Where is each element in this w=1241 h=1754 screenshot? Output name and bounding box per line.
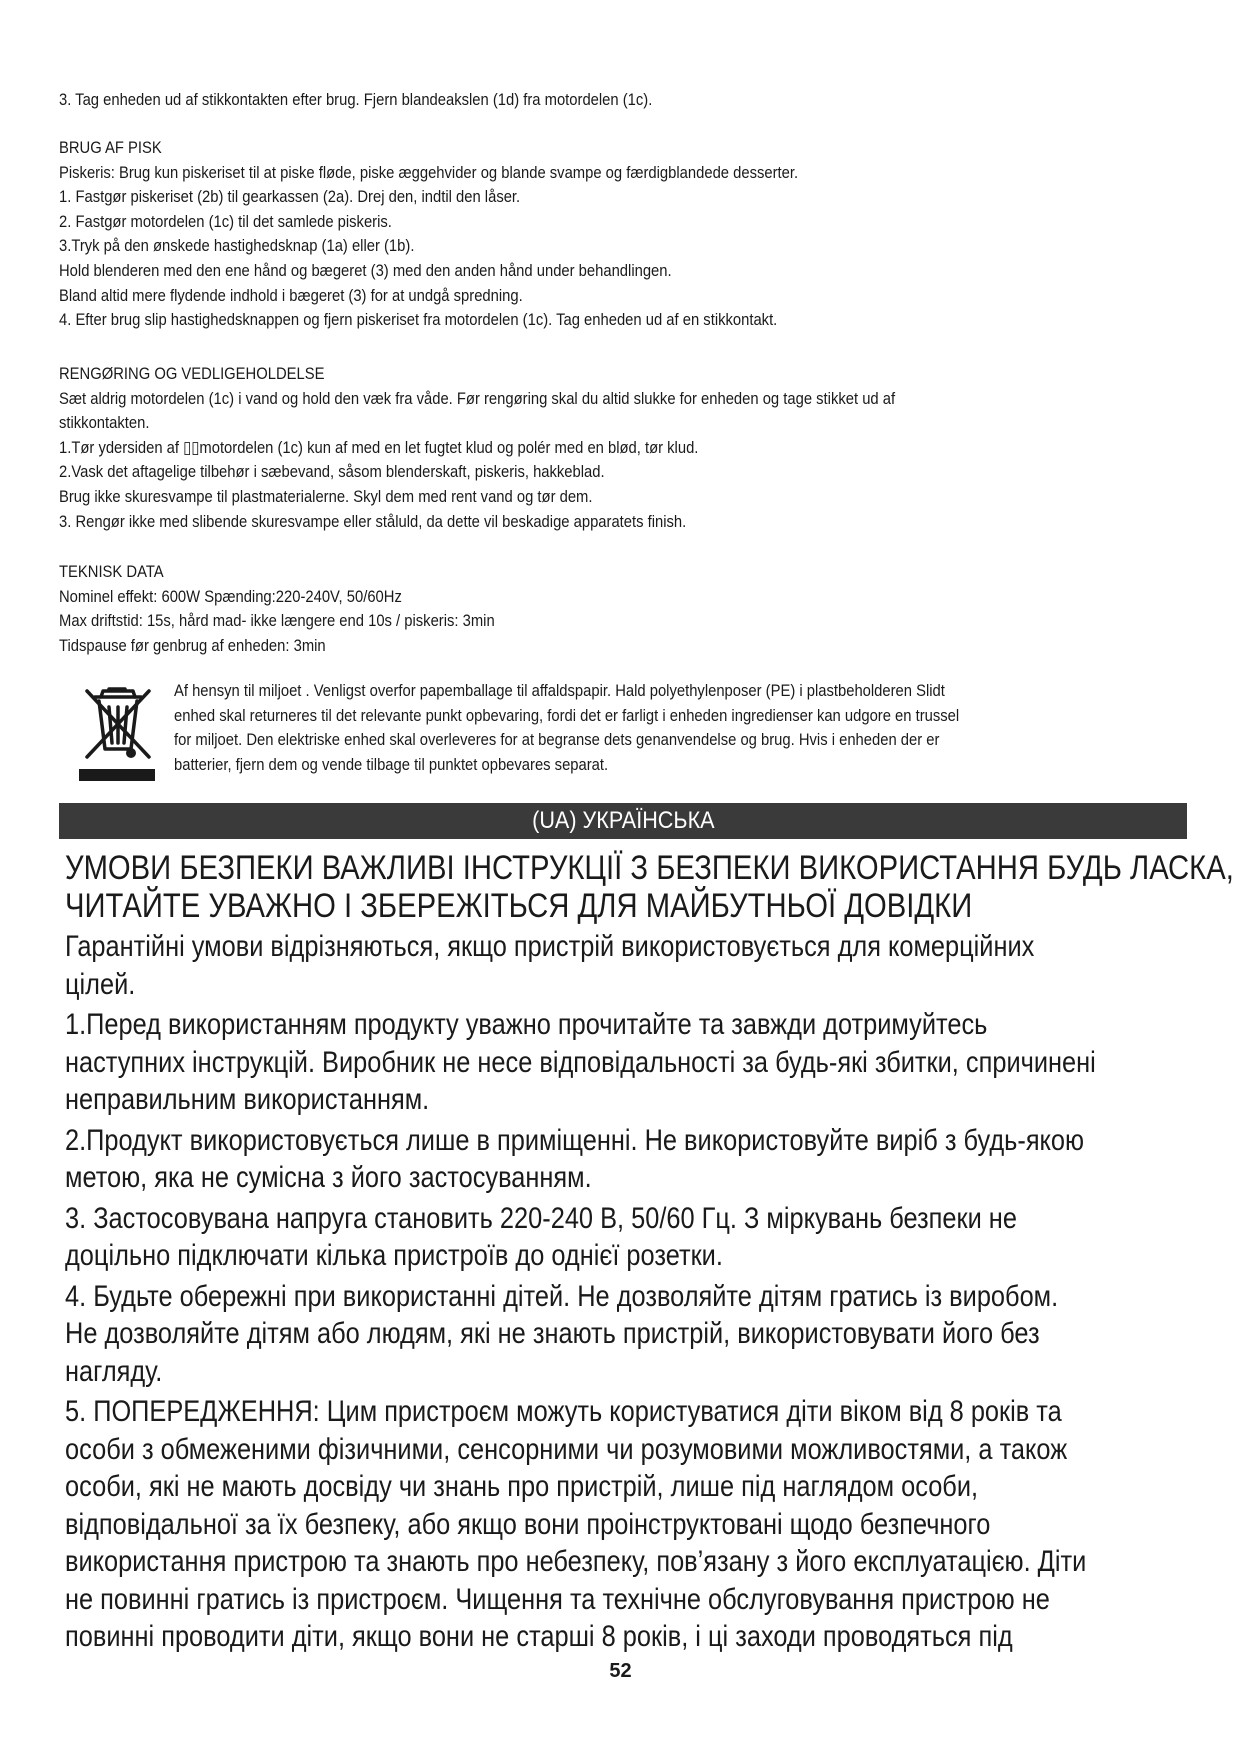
text-line: Max driftstid: 15s, hård mad- ikke længere end 10s / piskeris: 3min xyxy=(59,611,495,631)
paragraph xyxy=(65,1006,1096,1119)
text-line: enhed skal returneres til det relevante punkt opbevaring, fordi det er farligt i enheden ingredienser kan udgore en trussel xyxy=(174,705,960,725)
safety-title xyxy=(65,849,1234,925)
text-line: 1. Fastgør piskeriset (2b) til gearkassen (2a). Drej den, indtil den låser. xyxy=(59,187,521,207)
language-bar xyxy=(59,803,1187,839)
title-line: УМОВИ БЕЗПЕКИ ВАЖЛИВІ ІНСТРУКЦІЇ З БЕЗПЕКИ ВИКОРИСТАННЯ БУДЬ ЛАСКА, xyxy=(65,849,1234,887)
technical-section xyxy=(59,560,1033,658)
text-line: нагляду. xyxy=(65,1354,163,1388)
text-line: особи, які не мають досвіду чи знань про пристрій, лише під наглядом особи, xyxy=(65,1470,979,1503)
text-line: Гарантійні умови відрізняються, якщо пристрій використовується для комерційних xyxy=(65,930,1035,963)
text-line: 1.Перед використанням продукту уважно прочитайте та завжди дотримуйтесь xyxy=(65,1008,988,1041)
disposal-notice xyxy=(174,679,1053,777)
text-line: 3. Rengør ikke med slibende skuresvampe eller ståluld, da dette vil beskadige apparatets finish. xyxy=(59,511,687,531)
text-line: Af hensyn til miljoet . Venligst overfor papemballage til affaldspapir. Hald polyethylenposer (PE) i plastbeholderen Slidt xyxy=(174,681,945,700)
text-line: 3. Застосовувана напруга становить 220-240 В, 50/60 Гц. З міркувань безпеки не xyxy=(65,1201,1017,1235)
text-line: особи з обмеженими фізичними, сенсорними чи розумовими можливостями, а також xyxy=(65,1432,1068,1466)
text-line: Не дозволяйте дітям або людям, які не знають пристрій, використовувати його без xyxy=(65,1317,1040,1350)
text-line: 5. ПОПЕРЕДЖЕННЯ: Цим пристроєм можуть користуватися діти віком від 8 років та xyxy=(65,1395,1062,1428)
whisk-section xyxy=(59,136,1033,333)
text-line: не повинні гратись із пристроєм. Чищення та технічне обслуговування пристрою не xyxy=(65,1582,1050,1616)
text-line: Sæt aldrig motordelen (1c) i vand og hold den væk fra våde. Før rengøring skal du altid slukke for enheden og tage stikket ud af xyxy=(59,388,896,408)
text-line: for miljoet. Den elektriske enhed skal overleveres for at begranse dets genanvendelse og brug. Hvis i enheden der er xyxy=(174,730,940,750)
text-line: 2.Vask det aftagelige tilbehør i sæbevand, såsom blenderskaft, piskeris, hakkeblad. xyxy=(59,462,605,482)
text-line: stikkontakten. xyxy=(59,413,150,433)
intro-line: 3. Tag enheden ud af stikkontakten efter brug. Fjern blandeakslen (1d) fra motordelen (1c). xyxy=(59,90,653,109)
text-line: Brug ikke skuresvampe til plastmaterialerne. Skyl dem med rent vand og tør dem. xyxy=(59,486,593,506)
text-line: доцільно підключати кілька пристроїв до однієї розетки. xyxy=(65,1239,723,1272)
text-line: наступних інструкцій. Виробник не несе відповідальності за будь-які збитки, спричинені xyxy=(65,1045,1096,1079)
text-line: Hold blenderen med den ene hånd og bægeret (3) med den anden hånd under behandlingen. xyxy=(59,260,672,280)
text-line: Bland altid mere flydende indhold i bægeret (3) for at undgå spredning. xyxy=(59,285,523,305)
crossed-out-wheelie-bin-icon xyxy=(79,681,155,783)
page-number: 52 xyxy=(609,1660,632,1682)
text-line: неправильним використанням. xyxy=(65,1083,430,1116)
cleaning-section xyxy=(59,362,1033,534)
text-line: відповідальної за їх безпеку, або якщо вони проінструктовані щодо безпечного xyxy=(65,1507,991,1541)
text-line: 2. Fastgør motordelen (1c) til det samlede piskeris. xyxy=(59,211,392,231)
paragraph xyxy=(65,1200,1054,1275)
text-line: Nominel effekt: 600W Spænding:220-240V, 50/60Hz xyxy=(59,586,402,606)
paragraph xyxy=(65,1278,1059,1391)
text-line: Tidspause før genbrug af enheden: 3min xyxy=(59,635,326,655)
text-line: 1.Tør ydersiden af ▯▯motordelen (1c) kun af med en let fugtet klud og polér med en blød, tør klud. xyxy=(59,437,699,457)
safety-body xyxy=(65,928,1096,1656)
text-line: Piskeris: Brug kun piskeriset til at piske fløde, piske æggehvider og blande svampe og færdigblandede desserter. xyxy=(59,162,799,182)
text-line: 3.Tryk på den ønskede hastighedsknap (1a) eller (1b). xyxy=(59,236,415,256)
intro-text xyxy=(59,88,1033,113)
text-line: 4. Efter brug slip hastighedsknappen og fjern piskeriset fra motordelen (1c). Tag enheden ud af en stikkontakt. xyxy=(59,310,778,330)
language-label: (UA) УКРАЇНСЬКА xyxy=(531,807,715,834)
section-heading: RENGØRING OG VEDLIGEHOLDELSE xyxy=(59,364,325,383)
paragraph xyxy=(65,928,1054,1003)
text-line: повинні проводити діти, якщо вони не старші 8 років, і ці заходи проводяться під xyxy=(65,1620,1013,1653)
text-line: batterier, fjern dem og vende tilbage til punktet opbevares separat. xyxy=(174,754,609,774)
text-line: метою, яка не сумісна з його застосуванням. xyxy=(65,1161,592,1194)
text-line: 2.Продукт використовується лише в приміщенні. Не використовуйте виріб з будь-якою xyxy=(65,1123,1085,1157)
paragraph xyxy=(65,1393,1087,1656)
text-line: цілей. xyxy=(65,967,136,1001)
text-line: 4. Будьте обережні при використанні дітей. Не дозволяйте дітям гратись із виробом. xyxy=(65,1279,1059,1313)
text-line: використання пристрою та знають про небезпеку, пов’язану з його експлуатацією. Діти xyxy=(65,1545,1087,1578)
section-heading: TEKNISK DATA xyxy=(59,562,164,581)
section-heading: BRUG AF PISK xyxy=(59,138,162,157)
paragraph xyxy=(65,1122,1085,1197)
title-line: ЧИТАЙТЕ УВАЖНО І ЗБЕРЕЖІТЬСЯ ДЛЯ МАЙБУТНЬОЇ ДОВІДКИ xyxy=(65,887,973,925)
